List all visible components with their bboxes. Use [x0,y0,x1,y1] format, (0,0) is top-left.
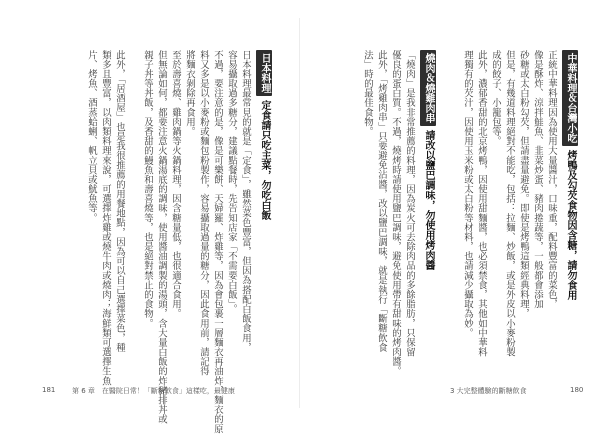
body-line: 至於壽喜燒、雞肉鍋等火鍋料理，因含糖量低，也很適合食用。 [170,50,181,319]
running-footer: 第 6 章 在醫院日常！「斷糖飲食」這樣吃，最健康 [72,387,235,395]
body-line: 砂糖或太白粉勾芡，但請盡量避免。即使是烤鴨這類經典料理， [518,50,529,319]
body-line: 類多且豐富，以肉類料理來說，可選擇炸雞或燒牛肉或燒肉；海鮮類可選擇生魚 [100,50,111,386]
body-line: 但無論如何，都要注意火鍋湯底的調味，使用醬油調製的湯頭，含大量白飯的炸豬排丼或 [156,50,167,425]
body-line: 容易攝取過多糖分，建議點餐時，先告知店家「不需要白飯」。 [226,50,237,314]
body-line: 此外，「居酒屋」也是我很推薦的用餐地點，因為可以自己選擇菜色，種 [114,50,125,353]
section-heading-japanese-food [256,50,272,220]
section-heading-yakiniku [420,50,436,270]
body-line: 成的餃子、小籠包等。 [490,50,501,146]
body-line: 日本料理最常見的就是「定食」，雖然菜色豐富，但因為搭配白飯食用， [240,50,251,353]
body-line: 此外，濃郁香甜的北京烤鴨，因使用甜麵醬，也必須禁食，其他如中華料 [476,50,487,357]
page-number: 181 [42,386,56,394]
running-footer: 3 大完整體驗的斷糖飲食 [450,387,527,395]
section-tag: 日本料理 [256,50,272,96]
section-title: 烤鴨及勾芡食物因含糖，請勿食用 [565,150,576,300]
section-title: 請改以鹽巴調味，勿使用烤肉醬 [423,130,434,270]
right-page [300,0,600,429]
section-heading-chinese-food [562,50,578,300]
body-line: 像是酥炸、涼拌鮭魚、韭菜炒蛋、豬肉捲蔬等，一般都會添加 [532,50,543,309]
body-line: 不過，要注意的是，像是可樂餅、天婦羅、炸雞等，因為會包裹一層麵衣再油炸，麵衣的原 [212,50,223,434]
body-line: 法」時的最佳食物。 [362,50,373,137]
section-title: 定食請只吃主菜，勿吃白飯 [259,100,270,220]
body-line: 將麵衣剝除再食用。 [184,50,195,137]
body-line: 片、烤魚、酒蒸蛤蜊、帆立貝或魷魚等。 [86,50,97,223]
page-number: 180 [570,386,584,394]
body-line: 理獨有的芡汁，因使用玉米粉或太白粉等材料，也請減少攝取為妙。 [462,50,473,338]
body-line: 「燒肉」是我非常推薦的料理，因為炭火可去除肉品的多餘脂肪，只保留 [404,50,415,357]
body-line: 但是，有幾道料理絕對不能吃，包括：拉麵、炒飯，或是外皮以小麥粉製 [504,50,515,357]
body-line: 正統中華料理因為使用大量醬汁，口味重，配料豐富的菜色， [546,50,557,309]
section-tag: 燒肉＆燒雞肉串 [420,50,436,126]
section-tag: 中華料理＆台灣小吃 [562,50,578,146]
body-line: 此外，「烤雞肉串」只要避免沾醬，改以鹽巴調味，就是執行「斷糖飲食 [376,50,387,353]
body-line: 優良的蛋白質。不過，燒烤時請使用鹽巴調味，避免使用帶有甜味的烤肉醬。 [390,50,401,377]
body-line: 親子丼等丼飯，及香甜的鰻魚和壽喜燒等，也是絕對禁止的食物。 [142,50,153,329]
body-line: 料又多是以小麥粉或麵包粉製作，容易攝取過量的糖分，因此食用前，請記得 [198,50,209,377]
